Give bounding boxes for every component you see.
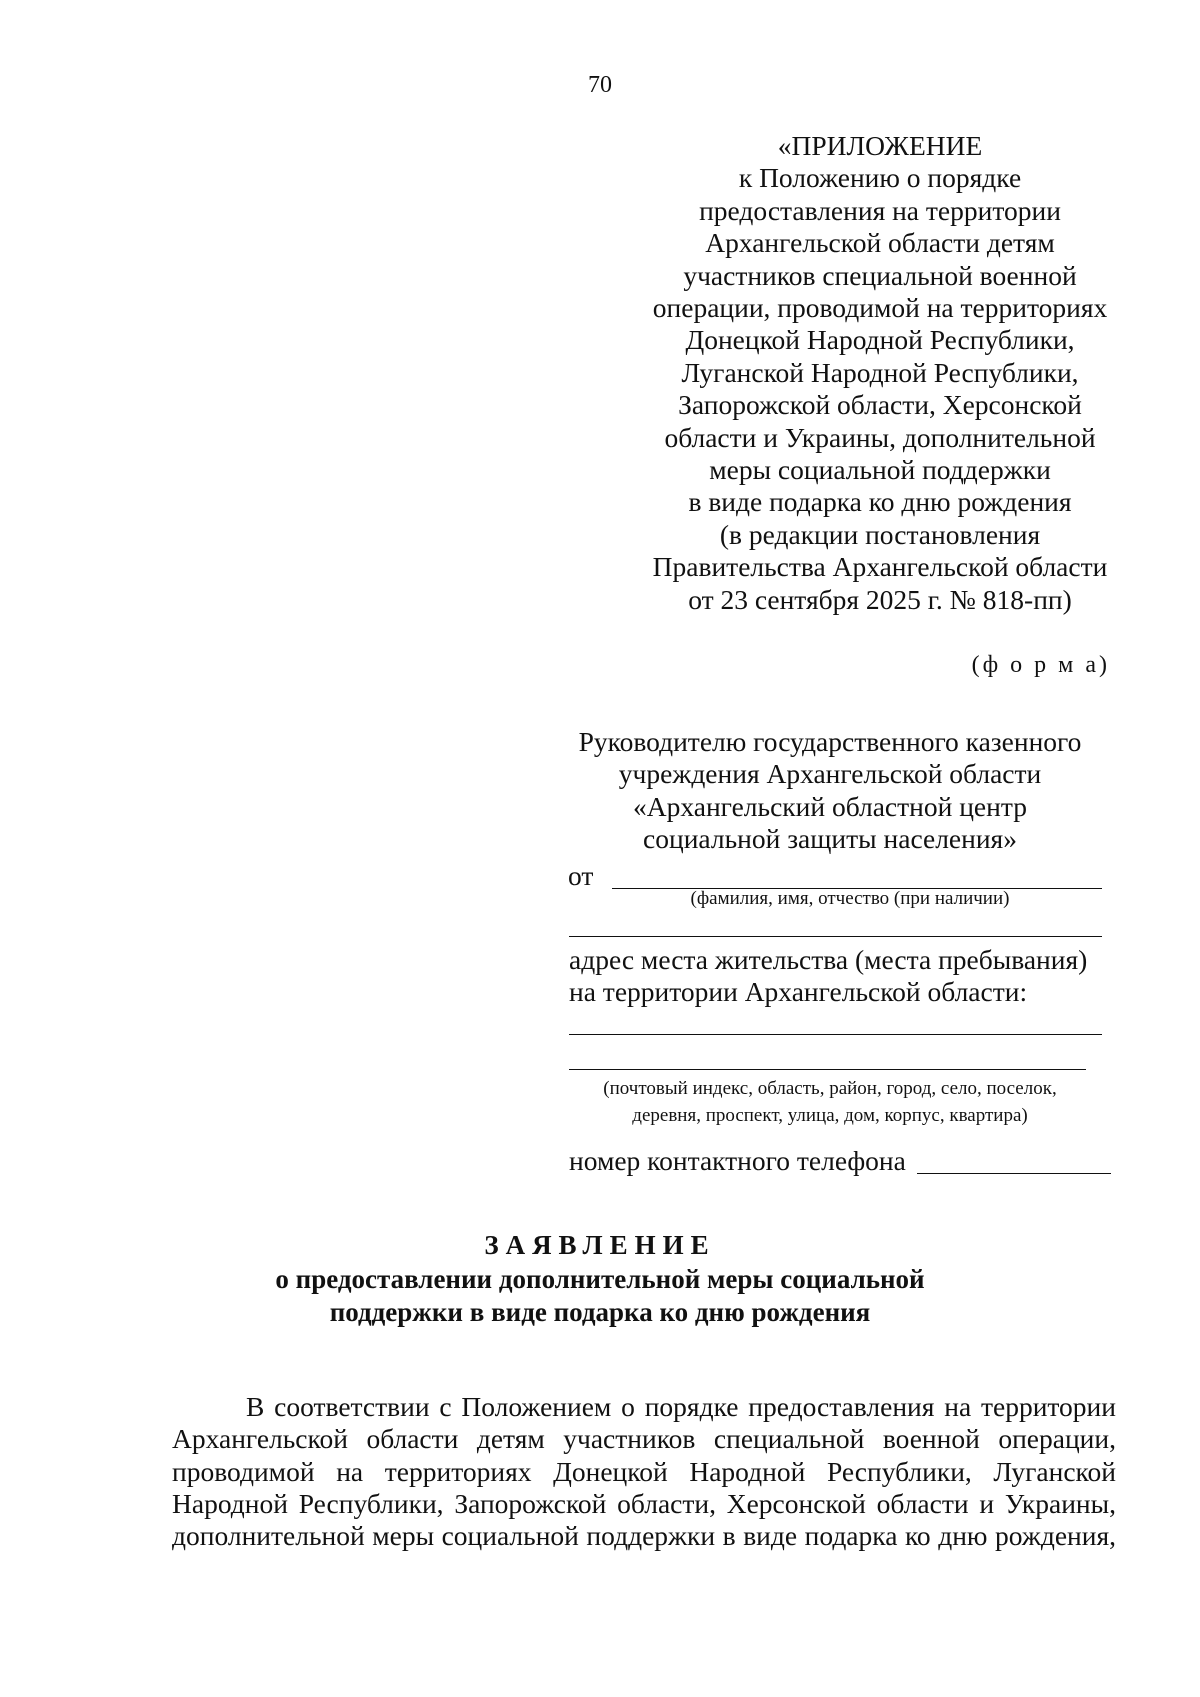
addressee-block <box>560 726 1100 856</box>
addressee-line: учреждения Архангельской области <box>618 758 1042 790</box>
appendix-header-line: операции, проводимой на территориях <box>652 292 1108 324</box>
phone-label: номер контактного телефона <box>569 1145 906 1176</box>
statement-title: ЗАЯВЛЕНИЕ <box>484 1230 716 1260</box>
appendix-header-line: «ПРИЛОЖЕНИЕ <box>777 130 983 161</box>
addressee-line: социальной защиты населения» <box>643 823 1017 855</box>
appendix-header-line: в виде подарка ко дню рождения <box>688 486 1072 518</box>
appendix-header-line: Луганской Народной Республики, <box>681 356 1079 388</box>
address-field-line[interactable] <box>569 1034 1102 1035</box>
body-line: В соответствии с Положением о порядке предоставления на территории <box>246 1391 1116 1422</box>
fio-field-continuation-line[interactable] <box>569 936 1102 937</box>
appendix-header-line: к Положению о порядке <box>738 162 1022 194</box>
appendix-header-line: от 23 сентября 2025 г. № 818-пп) <box>688 583 1072 615</box>
address-label-line: адрес места жительства (места пребывания) <box>569 944 1088 975</box>
from-label: от <box>568 860 594 891</box>
appendix-header-line: области и Украины, дополнительной <box>664 421 1096 453</box>
address-label <box>569 944 1087 1009</box>
address-label-line: на территории Архангельской области: <box>569 976 1028 1008</box>
appendix-header-line: предоставления на территории <box>699 194 1061 226</box>
fio-hint: (фамилия, имя, отчество (при наличии) <box>690 888 1010 909</box>
address-hint-line: (почтовый индекс, область, район, город, село, поселок, <box>603 1078 1057 1099</box>
address-field-line-2[interactable] <box>569 1069 1086 1070</box>
phone-field-line[interactable] <box>917 1173 1111 1174</box>
appendix-header-line: участников специальной военной <box>683 259 1077 291</box>
body-line: Архангельской области детям участников специальной военной операции, <box>172 1423 1116 1455</box>
body-line: дополнительной меры социальной поддержки в виде подарка ко дню рождения, <box>172 1520 1116 1552</box>
appendix-header-line: Донецкой Народной Республики, <box>685 324 1075 356</box>
appendix-header <box>620 130 1140 616</box>
statement-subtitle-line: о предоставлении дополнительной меры социальной <box>275 1264 925 1294</box>
statement-subtitle-line: поддержки в виде подарка ко дню рождения <box>329 1297 871 1327</box>
appendix-header-line: меры социальной поддержки <box>709 454 1051 486</box>
addressee-line: «Архангельский областной центр <box>633 790 1027 822</box>
addressee-line: Руководителю государственного казенного <box>578 726 1082 757</box>
page-number: 70 <box>588 72 612 98</box>
appendix-header-line: Запорожской области, Херсонской <box>678 389 1082 421</box>
body-line: проводимой на территориях Донецкой Народной Республики, Луганской <box>172 1455 1116 1487</box>
appendix-header-line: Правительства Архангельской области <box>652 551 1108 583</box>
appendix-header-line: (в редакции постановления <box>719 518 1041 550</box>
statement-subtitle <box>0 1263 1200 1329</box>
appendix-header-line: Архангельской области детям <box>705 227 1055 259</box>
body-paragraph <box>172 1391 1116 1552</box>
form-mark: (ф о р м а) <box>971 652 1110 678</box>
address-hint <box>560 1075 1100 1129</box>
body-line: Народной Республики, Запорожской области, Херсонской области и Украины, <box>172 1487 1116 1519</box>
address-hint-line: деревня, проспект, улица, дом, корпус, квартира) <box>632 1105 1028 1126</box>
